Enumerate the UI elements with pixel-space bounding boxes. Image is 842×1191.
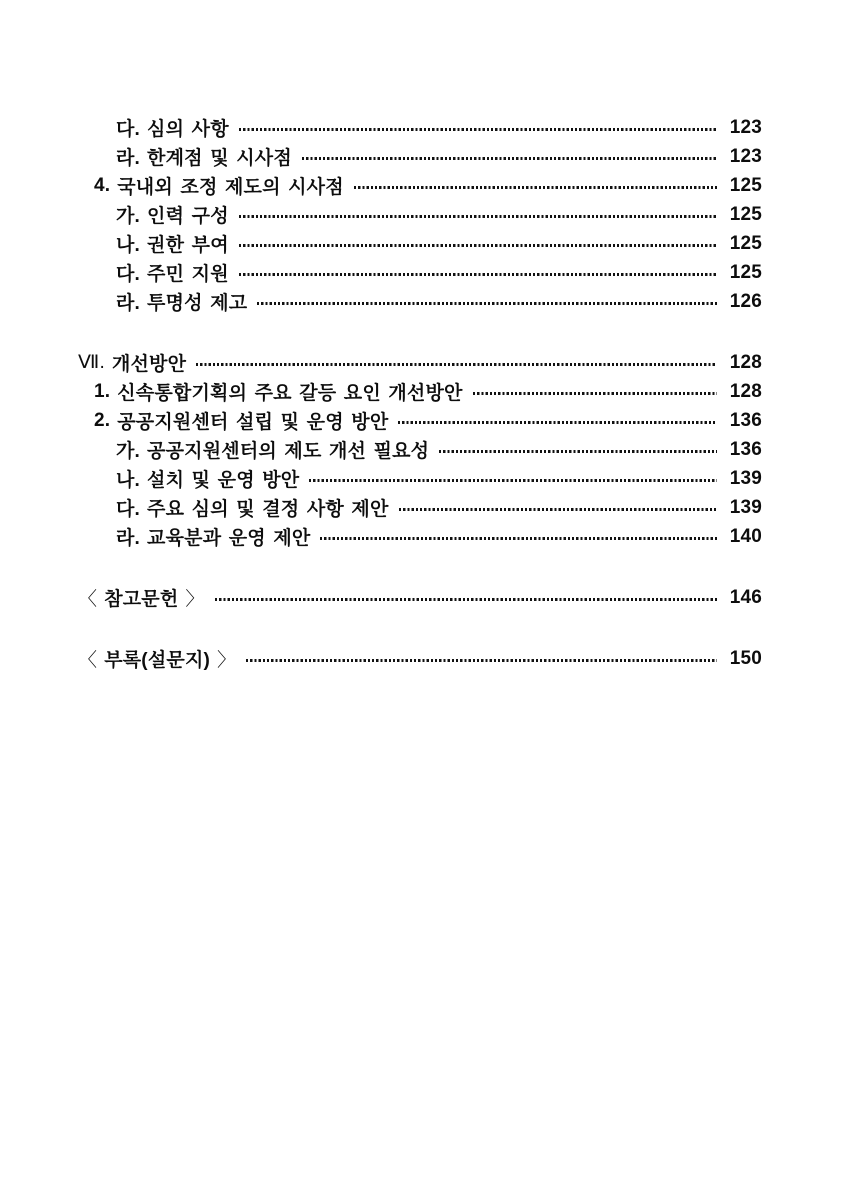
toc-entry-bracket-close: 〉 <box>217 650 237 671</box>
toc-entry-number: 다. <box>116 499 141 520</box>
toc-entry[interactable] <box>78 287 762 316</box>
toc-entry-title: 공공지원센터 설립 및 운영 방안 <box>117 412 389 433</box>
dot-leader <box>473 392 717 395</box>
toc-entry-page: 140 <box>729 525 762 547</box>
dot-leader <box>215 598 717 601</box>
dot-leader <box>239 273 717 276</box>
dot-leader <box>302 157 717 160</box>
toc-entry-title: 주민 지원 <box>147 264 229 285</box>
toc-section <box>78 644 762 673</box>
toc-entry-number: 〈 <box>78 650 98 671</box>
toc-entry-title: 개선방안 <box>111 354 187 375</box>
toc-entry-page: 150 <box>729 647 762 669</box>
dot-leader <box>246 659 717 662</box>
toc-entry-number: 〈 <box>78 589 98 610</box>
toc-entry-page: 139 <box>729 496 762 518</box>
toc-entry-page: 128 <box>729 380 762 402</box>
toc-entry-page: 125 <box>729 261 762 283</box>
dot-leader <box>196 363 717 366</box>
toc-entry-number: 1. <box>94 380 111 402</box>
toc-entry-title: 공공지원센터의 제도 개선 필요성 <box>147 441 430 462</box>
toc-entry-page: 125 <box>729 174 762 196</box>
toc-entry-number: 2. <box>94 409 111 431</box>
toc-entry-title: 참고문헌 <box>104 589 179 610</box>
toc-entry[interactable] <box>78 406 762 435</box>
toc-entry-page: 128 <box>729 351 762 373</box>
toc-entry-page: 139 <box>729 467 762 489</box>
toc-entry-page: 136 <box>729 438 762 460</box>
toc-entry[interactable] <box>78 583 762 612</box>
toc-entry-title: 한계점 및 시사점 <box>147 148 292 169</box>
toc-entry[interactable] <box>78 113 762 142</box>
dot-leader <box>398 421 717 424</box>
toc-entry-page: 123 <box>729 145 762 167</box>
toc <box>78 113 762 673</box>
toc-entry-title: 교육분과 운영 제안 <box>147 528 311 549</box>
dot-leader <box>257 302 717 305</box>
toc-entry-title: 주요 심의 및 결정 사항 제안 <box>147 499 389 520</box>
dot-leader <box>320 537 717 540</box>
dot-leader <box>239 244 717 247</box>
dot-leader <box>354 186 717 189</box>
toc-entry[interactable] <box>78 435 762 464</box>
toc-entry-number: 가. <box>116 206 141 227</box>
dot-leader <box>439 450 717 453</box>
toc-entry[interactable] <box>78 142 762 171</box>
toc-entry-number: 라. <box>116 293 141 314</box>
toc-entry-page: 125 <box>729 232 762 254</box>
toc-entry-title: 인력 구성 <box>147 206 229 227</box>
toc-entry-number: 다. <box>116 119 141 140</box>
toc-entry[interactable] <box>78 229 762 258</box>
toc-entry-title: 국내외 조정 제도의 시사점 <box>117 177 344 198</box>
toc-entry-title: 심의 사항 <box>147 119 229 140</box>
toc-entry[interactable] <box>78 522 762 551</box>
toc-entry[interactable] <box>78 464 762 493</box>
toc-entry[interactable] <box>78 348 762 377</box>
toc-entry[interactable] <box>78 644 762 673</box>
toc-entry[interactable] <box>78 171 762 200</box>
toc-entry-page: 146 <box>729 586 762 608</box>
toc-entry-number: 가. <box>116 441 141 462</box>
toc-entry-bracket-close: 〉 <box>185 589 205 610</box>
toc-entry-number: 라. <box>116 148 141 169</box>
toc-entry-page: 126 <box>729 290 762 312</box>
toc-entry-number: 4. <box>94 174 111 196</box>
dot-leader <box>399 508 717 511</box>
toc-entry-title: 권한 부여 <box>147 235 229 256</box>
toc-section <box>78 583 762 612</box>
toc-entry[interactable] <box>78 200 762 229</box>
toc-section <box>78 113 762 316</box>
toc-entry-page: 125 <box>729 203 762 225</box>
toc-entry[interactable] <box>78 377 762 406</box>
toc-section <box>78 348 762 551</box>
toc-entry-page: 123 <box>729 116 762 138</box>
toc-entry-title: 부록(설문지) <box>104 650 211 671</box>
dot-leader <box>309 479 717 482</box>
toc-entry-number: 라. <box>116 528 141 549</box>
dot-leader <box>239 128 717 131</box>
dot-leader <box>239 215 717 218</box>
toc-entry-title: 신속통합기획의 주요 갈등 요인 개선방안 <box>117 383 463 404</box>
toc-entry-number: 나. <box>116 235 141 256</box>
toc-entry-page: 136 <box>729 409 762 431</box>
toc-entry[interactable] <box>78 258 762 287</box>
toc-entry-title: 설치 및 운영 방안 <box>147 470 300 491</box>
toc-entry-number: 다. <box>116 264 141 285</box>
toc-entry-title: 투명성 제고 <box>147 293 248 314</box>
toc-entry[interactable] <box>78 493 762 522</box>
toc-entry-number: 나. <box>116 470 141 491</box>
toc-entry-number: Ⅶ. <box>78 352 105 373</box>
